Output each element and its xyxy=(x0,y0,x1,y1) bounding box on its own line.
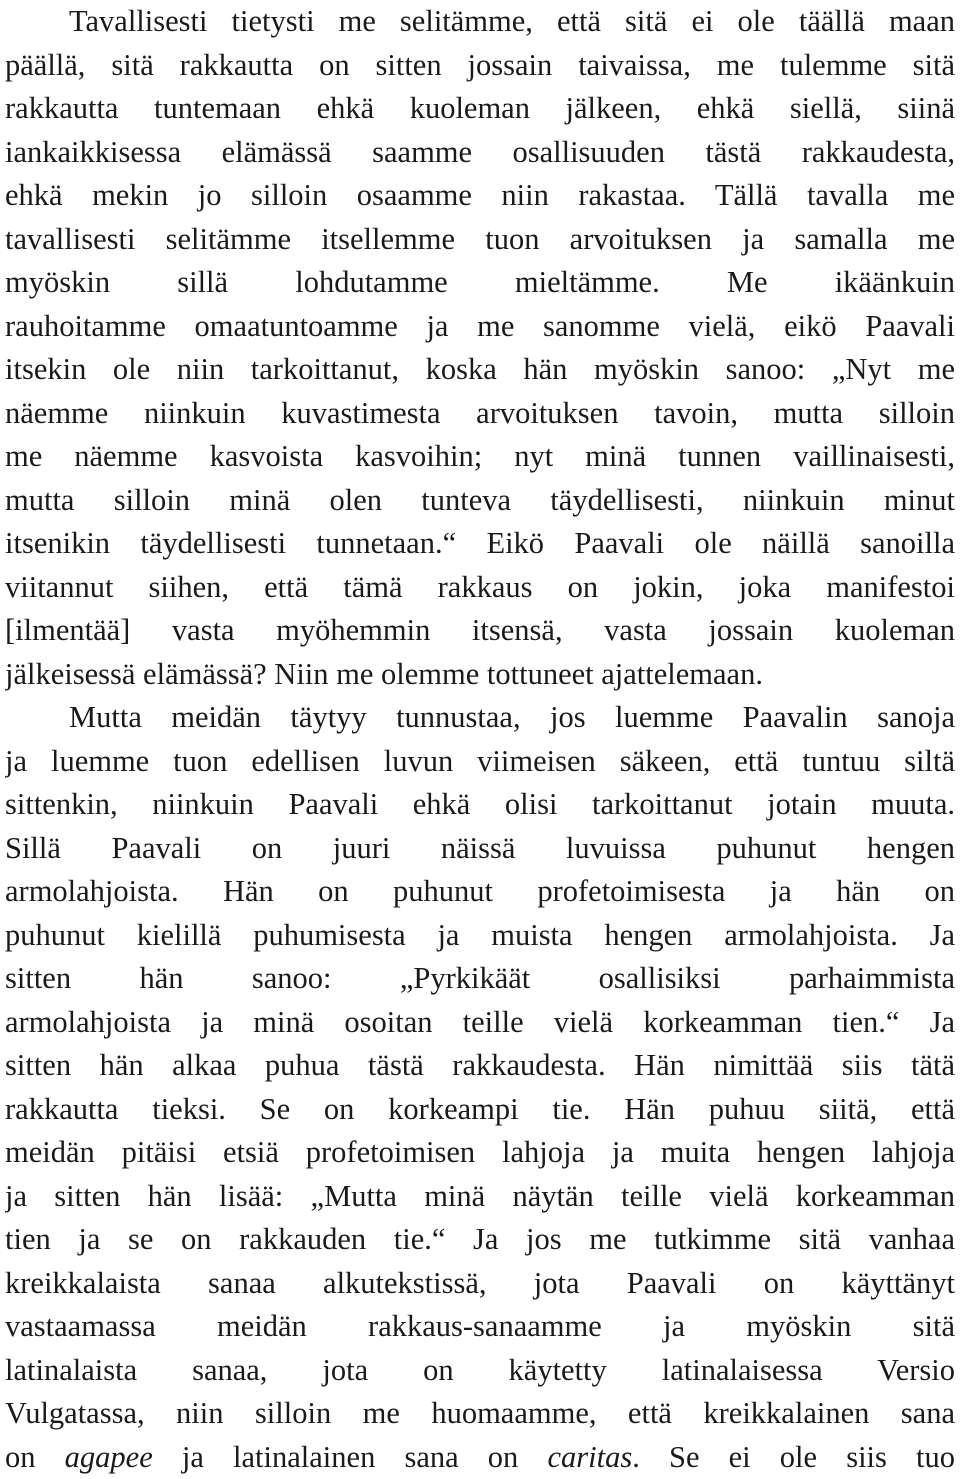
italic-term-agapee: agapee xyxy=(65,1440,153,1474)
text-line: viitannut siihen, että tämä rakkaus on jokin, joka manifestoi xyxy=(5,566,955,610)
text-line: armolahjoista ja minä osoitan teille vielä korkeamman tien.“ Ja xyxy=(5,1001,955,1045)
text-line: puhunut kielillä puhumisesta ja muista hengen armolahjoista. Ja xyxy=(5,914,955,958)
text-line: Mutta meidän täytyy tunnustaa, jos luemme Paavalin sanoja xyxy=(5,696,955,740)
text-line: ehkä mekin jo silloin osaamme niin rakastaa. Tällä tavalla me xyxy=(5,174,955,218)
text-line: ja luemme tuon edellisen luvun viimeisen säkeen, että tuntuu siltä xyxy=(5,740,955,784)
text-line: sitten hän sanoo: „Pyrkikäät osallisiksi parhaimmista xyxy=(5,957,955,1001)
document-page xyxy=(5,0,955,1479)
text-line: rakkautta tuntemaan ehkä kuoleman jälkeen, ehkä siellä, siinä xyxy=(5,87,955,131)
text-line: itsekin ole niin tarkoittanut, koska hän myöskin sanoo: „Nyt me xyxy=(5,348,955,392)
text-line xyxy=(5,1436,955,1479)
text-line: meidän pitäisi etsiä profetoimisen lahjoja ja muita hengen lahjoja xyxy=(5,1131,955,1175)
text-line: Tavallisesti tietysti me selitämme, että sitä ei ole täällä maan xyxy=(5,0,955,44)
text-line: itsenikin täydellisesti tunnetaan.“ Eikö Paavali ole näillä sanoilla xyxy=(5,522,955,566)
text-line: sittenkin, niinkuin Paavali ehkä olisi tarkoittanut jotain muuta. xyxy=(5,783,955,827)
text-line: mutta silloin minä olen tunteva täydellisesti, niinkuin minut xyxy=(5,479,955,523)
text-line: tavallisesti selitämme itsellemme tuon arvoituksen ja samalla me xyxy=(5,218,955,262)
text-line: [ilmentää] vasta myöhemmin itsensä, vasta jossain kuoleman xyxy=(5,609,955,653)
text-line: tien ja se on rakkauden tie.“ Ja jos me tutkimme sitä vanhaa xyxy=(5,1218,955,1262)
text-line: me näemme kasvoista kasvoihin; nyt minä tunnen vaillinaisesti, xyxy=(5,435,955,479)
text-segment: on xyxy=(5,1440,65,1474)
text-line: myöskin sillä lohdutamme mieltämme. Me ikäänkuin xyxy=(5,261,955,305)
text-line: vastaamassa meidän rakkaus-sanaamme ja myöskin sitä xyxy=(5,1305,955,1349)
text-segment: . Se ei ole siis tuo xyxy=(632,1440,955,1474)
text-line: rakkautta tieksi. Se on korkeampi tie. Hän puhuu siitä, että xyxy=(5,1088,955,1132)
italic-term-caritas: caritas xyxy=(547,1440,632,1474)
text-line: päällä, sitä rakkautta on sitten jossain taivaissa, me tulemme sitä xyxy=(5,44,955,88)
text-line: Vulgatassa, niin silloin me huomaamme, että kreikkalainen sana xyxy=(5,1392,955,1436)
text-line: Sillä Paavali on juuri näissä luvuissa puhunut hengen xyxy=(5,827,955,871)
text-line: armolahjoista. Hän on puhunut profetoimisesta ja hän on xyxy=(5,870,955,914)
text-segment: ja latinalainen sana on xyxy=(153,1440,548,1474)
text-line: latinalaista sanaa, jota on käytetty latinalaisessa Versio xyxy=(5,1349,955,1393)
text-line: jälkeisessä elämässä? Niin me olemme tottuneet ajattelemaan. xyxy=(5,653,955,697)
text-line: iankaikkisessa elämässä saamme osallisuuden tästä rakkaudesta, xyxy=(5,131,955,175)
text-line: kreikkalaista sanaa alkutekstissä, jota Paavali on käyttänyt xyxy=(5,1262,955,1306)
text-line: näemme niinkuin kuvastimesta arvoituksen tavoin, mutta silloin xyxy=(5,392,955,436)
text-line: ja sitten hän lisää: „Mutta minä näytän teille vielä korkeamman xyxy=(5,1175,955,1219)
text-line: rauhoitamme omaatuntoamme ja me sanomme vielä, eikö Paavali xyxy=(5,305,955,349)
text-line: sitten hän alkaa puhua tästä rakkaudesta. Hän nimittää siis tätä xyxy=(5,1044,955,1088)
